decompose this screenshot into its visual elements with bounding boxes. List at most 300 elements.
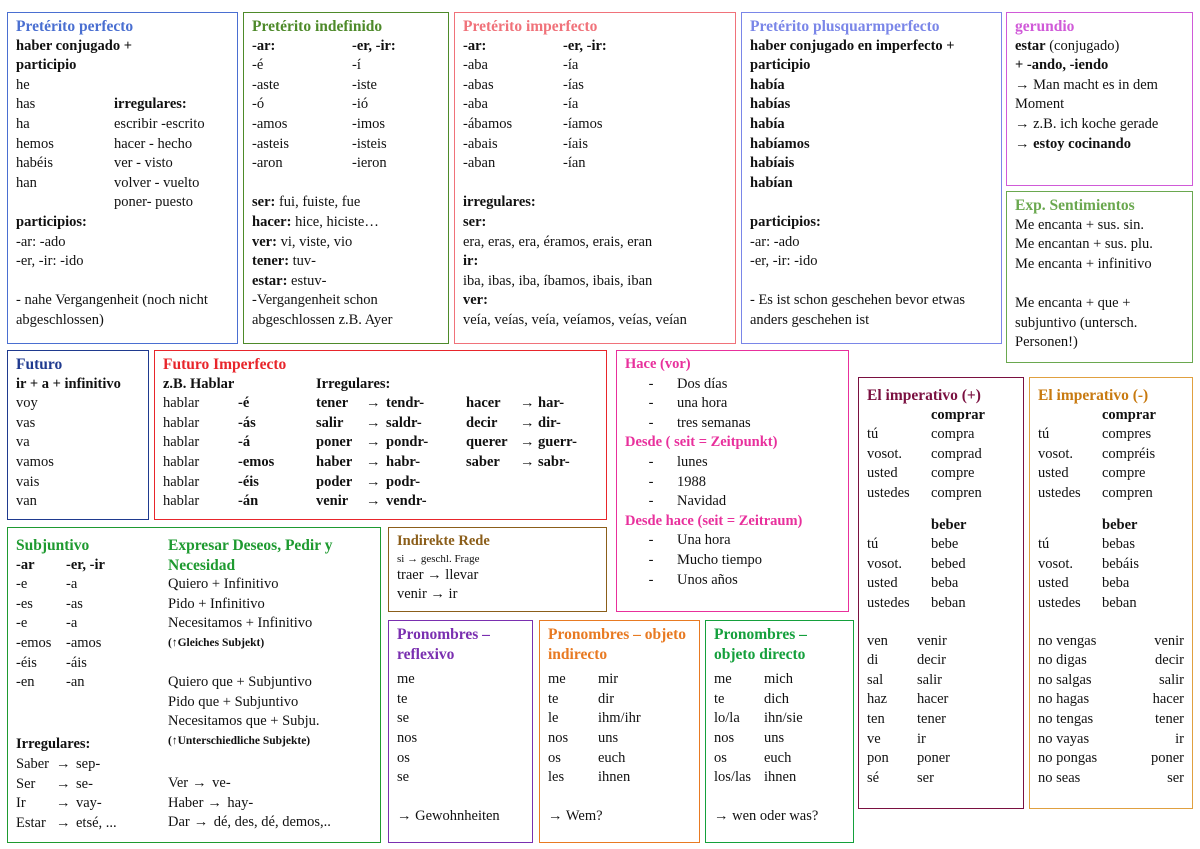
irr-key: ser: bbox=[252, 194, 276, 211]
perfecto-irregular: ver - visto bbox=[114, 155, 173, 172]
infinitive: poner bbox=[917, 750, 951, 767]
stem: hablar bbox=[163, 493, 200, 510]
form: bebáis bbox=[1102, 555, 1140, 572]
verb: Ver bbox=[168, 775, 189, 791]
futuro-imp-irr-title: Irregulares: bbox=[316, 375, 391, 392]
futuro-form: van bbox=[16, 493, 37, 510]
perfecto-irregular: hacer - hecho bbox=[114, 135, 193, 152]
irr-stem: har- bbox=[538, 395, 565, 412]
dash: - bbox=[648, 532, 654, 549]
imp-form: haz bbox=[867, 691, 888, 708]
conj-row bbox=[867, 555, 1015, 575]
imp-form: no vengas bbox=[1038, 632, 1097, 649]
desde-hace-title: Desde hace (seit = Zeitraum) bbox=[625, 512, 803, 529]
hace-item: tres semanas bbox=[677, 414, 751, 431]
directo-rows bbox=[714, 670, 845, 788]
imperfecto-ir: iba, ibas, iba, íbamos, ibais, iban bbox=[463, 272, 653, 289]
pronoun-row bbox=[548, 709, 691, 729]
imp-pos-table1 bbox=[867, 425, 1015, 503]
indefinido-ar: -amos bbox=[252, 115, 288, 132]
translation: ihnen bbox=[764, 769, 797, 786]
subj-er: -a bbox=[66, 576, 78, 593]
pronoun: les bbox=[548, 769, 565, 786]
futuro-imp-row bbox=[163, 394, 598, 414]
indirekte-line: traer → llevar bbox=[397, 566, 479, 583]
futuro-box bbox=[7, 350, 149, 520]
irr-verb: salir bbox=[316, 414, 344, 431]
infinitive: decir bbox=[1155, 652, 1184, 669]
subj-irr-row bbox=[168, 774, 331, 794]
stem: hablar bbox=[163, 473, 200, 490]
person: vosot. bbox=[867, 555, 903, 572]
subj-ar-header: -ar bbox=[16, 556, 35, 573]
subj-er: -as bbox=[66, 595, 83, 612]
gerundio-conjugado: (conjugado) bbox=[1045, 37, 1120, 54]
sentimientos-extra: Me encanta + que + subjuntivo (untersch. Personen!) bbox=[1015, 294, 1138, 351]
irr-val: hice, hiciste… bbox=[291, 213, 379, 230]
conj-row bbox=[867, 464, 1015, 484]
irr-row bbox=[867, 749, 1015, 769]
subj-irr-row bbox=[16, 755, 117, 775]
irr-key: tener: bbox=[252, 253, 290, 270]
infinitive: salir bbox=[917, 671, 942, 688]
arrow-icon: → bbox=[56, 756, 71, 772]
pronoun-row bbox=[548, 729, 691, 749]
conj-row bbox=[1038, 425, 1184, 445]
futuro-form: vas bbox=[16, 414, 36, 431]
subj-er: -áis bbox=[66, 654, 87, 671]
person: ustedes bbox=[867, 594, 910, 611]
irr-stem: podr- bbox=[386, 473, 421, 490]
infinitive: venir bbox=[917, 632, 947, 649]
person: tú bbox=[1038, 536, 1050, 553]
perfecto-form: hemos bbox=[16, 135, 54, 152]
hace-item: una hora bbox=[677, 395, 728, 412]
translation: euch bbox=[764, 749, 792, 766]
imperfecto-ser-label: ser: bbox=[463, 213, 487, 230]
desde-item: Navidad bbox=[677, 493, 727, 510]
irr-verb: poder bbox=[316, 473, 353, 490]
stem: dé, des, dé, demos,.. bbox=[213, 814, 331, 831]
verb: Dar bbox=[168, 814, 190, 831]
plusquam-participio: -er, -ir: -ido bbox=[750, 253, 818, 270]
imp-neg-table2 bbox=[1038, 535, 1184, 613]
conj-row bbox=[867, 445, 1015, 465]
form: compres bbox=[1102, 426, 1152, 443]
imp-neg-verb2: beber bbox=[1102, 516, 1138, 533]
pronoun-row bbox=[714, 749, 845, 769]
imperfecto-er: -íamos bbox=[563, 115, 603, 132]
arrow-icon: → bbox=[366, 453, 381, 470]
futuro-imp-rows bbox=[163, 394, 598, 512]
indefinido-er: -isteis bbox=[352, 135, 387, 152]
pronoun-row bbox=[548, 768, 691, 788]
perfecto-subtitle: haber conjugado + participio bbox=[16, 37, 132, 74]
futuro-title: Futuro bbox=[16, 356, 63, 373]
reflexivo-item: os bbox=[397, 749, 410, 766]
stem: hablar bbox=[163, 453, 200, 470]
person: ustedes bbox=[1038, 594, 1081, 611]
form: compre bbox=[1102, 465, 1146, 482]
perfecto-form: habéis bbox=[16, 155, 54, 172]
deseos-line: Pido + Infinitivo bbox=[168, 595, 265, 612]
verb: Ir bbox=[16, 795, 26, 812]
imp-form: sal bbox=[867, 671, 884, 688]
subj-irr-row bbox=[168, 813, 331, 833]
arrow-icon: → bbox=[366, 493, 381, 510]
arrow-icon: → bbox=[366, 473, 381, 490]
pronoun-row bbox=[714, 690, 845, 710]
irr-row bbox=[867, 651, 1015, 671]
indirekte-title: Indirekte Rede bbox=[397, 533, 490, 549]
ending: -ás bbox=[238, 414, 256, 431]
irr-verb bbox=[466, 473, 520, 493]
imp-form: no vayas bbox=[1038, 730, 1090, 747]
plusquam-form: había bbox=[750, 115, 785, 132]
hace-box bbox=[616, 350, 849, 612]
person: ustedes bbox=[867, 484, 910, 501]
imp-form: ven bbox=[867, 632, 888, 649]
futuro-imp-row bbox=[163, 473, 598, 493]
form: compra bbox=[931, 426, 975, 443]
pronoun: me bbox=[548, 671, 566, 688]
indefinido-ar: -é bbox=[252, 57, 264, 74]
indefinido-ar: -aron bbox=[252, 155, 283, 172]
subjuntivo-title: Subjuntivo bbox=[16, 537, 90, 554]
conj-row bbox=[1038, 594, 1184, 614]
translation: uns bbox=[764, 729, 785, 746]
irr-row bbox=[867, 671, 1015, 691]
irr-val: tuv- bbox=[289, 253, 317, 270]
ending: -án bbox=[238, 493, 259, 510]
verb: Ser bbox=[16, 775, 36, 792]
imp-form: pon bbox=[867, 750, 889, 767]
gerundio-result: → estoy cocinando bbox=[1015, 135, 1131, 152]
irr-row bbox=[1038, 651, 1184, 671]
form: compre bbox=[931, 465, 975, 482]
futuro-subtitle: ir + a + infinitivo bbox=[16, 375, 121, 392]
pronoun-row bbox=[714, 709, 845, 729]
perfecto-irregular: poner- puesto bbox=[114, 194, 194, 211]
indefinido-irregular bbox=[252, 213, 440, 233]
person: vosot. bbox=[1038, 555, 1074, 572]
arrow-icon: → bbox=[56, 795, 71, 812]
imperfecto-title: Pretérito imperfecto bbox=[463, 18, 598, 35]
imp-neg-box bbox=[1029, 377, 1193, 809]
indefinido-ar-header: -ar: bbox=[252, 37, 276, 54]
irr-verb: poner bbox=[316, 434, 353, 451]
desde-hace-item: Una hora bbox=[677, 532, 731, 549]
indefinido-irregular bbox=[252, 252, 440, 272]
ending: -á bbox=[238, 434, 251, 451]
imp-form: no hagas bbox=[1038, 691, 1090, 708]
stem: se- bbox=[76, 775, 93, 792]
dash: - bbox=[648, 453, 654, 470]
imp-neg-verb1: comprar bbox=[1102, 406, 1156, 423]
arrow-icon: → bbox=[366, 414, 381, 431]
subj-er-header: -er, -ir bbox=[66, 556, 105, 573]
imperfecto-ar: -aba bbox=[463, 96, 488, 113]
imp-form: no tengas bbox=[1038, 710, 1094, 727]
dash: - bbox=[648, 473, 654, 490]
form: compren bbox=[931, 484, 982, 501]
reflexivo-title: Pronombres – reflexivo bbox=[397, 626, 490, 663]
plusquam-form: había bbox=[750, 76, 785, 93]
conj-row bbox=[867, 484, 1015, 504]
perfecto-forms bbox=[16, 76, 229, 213]
irr-verb: decir bbox=[466, 414, 498, 431]
arrow-icon: → bbox=[520, 414, 535, 431]
subj-ar: -emos bbox=[16, 634, 52, 651]
desde-title: Desde ( seit = Zeitpunkt) bbox=[625, 434, 778, 451]
perfecto-box bbox=[7, 12, 238, 344]
pronoun: nos bbox=[714, 729, 735, 746]
irr-row bbox=[867, 690, 1015, 710]
translation: euch bbox=[598, 749, 626, 766]
indefinido-er: -í bbox=[352, 57, 361, 74]
imp-pos-table2 bbox=[867, 535, 1015, 613]
futuro-imp-example: z.B. Hablar bbox=[163, 375, 235, 392]
subj-irr-title: Irregulares: bbox=[16, 736, 91, 752]
sentimientos-title: Exp. Sentimientos bbox=[1015, 197, 1135, 214]
irr-row bbox=[1038, 690, 1184, 710]
deseos-title: Expresar Deseos, Pedir y Necesidad bbox=[168, 537, 333, 574]
irr-verb: haber bbox=[316, 453, 353, 470]
person: usted bbox=[1038, 465, 1069, 482]
stem: etsé, ... bbox=[76, 814, 117, 831]
person: usted bbox=[867, 575, 898, 592]
form: beban bbox=[1102, 594, 1137, 611]
pronoun: le bbox=[548, 710, 559, 727]
perfecto-irregular-title: irregulares: bbox=[114, 96, 187, 113]
infinitive: ir bbox=[1175, 730, 1184, 747]
reflexivo-box bbox=[388, 620, 533, 843]
sentimientos-line: Me encantan + sus. plu. bbox=[1015, 236, 1153, 253]
imp-form: di bbox=[867, 652, 879, 669]
perfecto-participio: -er, -ir: -ido bbox=[16, 253, 84, 270]
pronoun-row bbox=[714, 768, 845, 788]
futuro-imp-row bbox=[163, 453, 598, 473]
infinitive: salir bbox=[1159, 671, 1184, 688]
gerundio-box bbox=[1006, 12, 1193, 186]
infinitive: hacer bbox=[917, 691, 949, 708]
irr-row bbox=[1038, 671, 1184, 691]
imperfecto-er: -ías bbox=[563, 76, 584, 93]
arrow-icon: → bbox=[520, 395, 535, 412]
plusquam-form: habían bbox=[750, 174, 793, 191]
infinitive: ir bbox=[917, 730, 926, 747]
imperfecto-ar: -abais bbox=[463, 135, 498, 152]
verb: Haber bbox=[168, 794, 204, 811]
deseos-line: Necesitamos que + Subju. bbox=[168, 713, 320, 730]
pronoun: nos bbox=[548, 729, 569, 746]
infinitive: hacer bbox=[1152, 691, 1184, 708]
stem: hablar bbox=[163, 434, 200, 451]
conj-row bbox=[1038, 445, 1184, 465]
translation: ihm/ihr bbox=[598, 710, 641, 727]
reflexivo-item: nos bbox=[397, 729, 418, 746]
gerundio-title: gerundio bbox=[1015, 18, 1075, 35]
pronoun-row bbox=[548, 670, 691, 690]
subj-ar: -es bbox=[16, 595, 33, 612]
indefinido-er: -imos bbox=[352, 115, 386, 132]
reflexivo-footer: → Gewohnheiten bbox=[397, 808, 500, 825]
reflexivo-item: te bbox=[397, 690, 408, 707]
ending: -é bbox=[238, 395, 250, 412]
deseos-line: Necesitamos + Infinitivo bbox=[168, 615, 313, 632]
arrow-icon: → bbox=[366, 434, 381, 451]
perfecto-participio: -ar: -ado bbox=[16, 233, 66, 250]
irr-row bbox=[1038, 749, 1184, 769]
reflexivo-item: se bbox=[397, 769, 410, 786]
imperfecto-er-header: -er, -ir: bbox=[563, 37, 607, 54]
infinitive: ser bbox=[1167, 769, 1184, 786]
person: vosot. bbox=[1038, 445, 1074, 462]
perfecto-form: has bbox=[16, 96, 36, 113]
pronoun: lo/la bbox=[714, 710, 740, 727]
arrow-icon: → bbox=[366, 395, 381, 412]
arrow-icon: → bbox=[207, 794, 222, 811]
perfecto-irregular: escribir -escrito bbox=[114, 115, 205, 132]
subj-irr-row bbox=[16, 794, 117, 814]
subj-ar: -e bbox=[16, 576, 28, 593]
irr-val: fui, fuiste, fue bbox=[275, 194, 361, 211]
imperfecto-ver: veía, veías, veía, veíamos, veías, veían bbox=[463, 311, 687, 328]
futuro-form: voy bbox=[16, 395, 38, 412]
plusquam-form: habías bbox=[750, 96, 791, 113]
irr-verb: saber bbox=[466, 453, 500, 470]
imp-pos-verb1: comprar bbox=[931, 406, 985, 423]
translation: mich bbox=[764, 671, 793, 688]
indirekte-small: si → geschl. Frage bbox=[397, 552, 480, 565]
plusquam-title: Pretérito plusquarmperfecto bbox=[750, 18, 940, 35]
imperfecto-er: -íais bbox=[563, 135, 588, 152]
indefinido-ar: -asteis bbox=[252, 135, 290, 152]
irr-stem: vendr- bbox=[386, 493, 427, 510]
imperfecto-ar: -aba bbox=[463, 57, 488, 74]
subj-irr-left bbox=[16, 755, 117, 833]
dash: - bbox=[648, 551, 654, 568]
pronoun-row bbox=[714, 729, 845, 749]
arrow-icon: → bbox=[56, 775, 71, 792]
perfecto-form: ha bbox=[16, 115, 30, 132]
imp-pos-title: El imperativo (+) bbox=[867, 387, 981, 404]
subj-er: -a bbox=[66, 615, 78, 632]
hace-item: Dos días bbox=[677, 375, 728, 392]
perfecto-form: he bbox=[16, 76, 30, 93]
imp-form: no seas bbox=[1038, 769, 1081, 786]
gerundio-estar: estar bbox=[1015, 37, 1046, 54]
imp-form: ve bbox=[867, 730, 881, 747]
imp-pos-box bbox=[858, 377, 1024, 809]
verb: Estar bbox=[16, 814, 46, 831]
subj-ar: -éis bbox=[16, 654, 37, 671]
conj-row bbox=[1038, 535, 1184, 555]
translation: dir bbox=[598, 690, 615, 707]
irr-stem: guerr- bbox=[538, 434, 577, 451]
imperfecto-er: -ían bbox=[563, 155, 586, 172]
futuro-imp-box bbox=[154, 350, 607, 520]
subj-er: -amos bbox=[66, 634, 102, 651]
irr-row bbox=[867, 730, 1015, 750]
irr-row bbox=[867, 632, 1015, 652]
dash: - bbox=[648, 571, 654, 588]
irr-key: hacer: bbox=[252, 213, 292, 230]
irr-stem: sabr- bbox=[538, 453, 570, 470]
plusquam-box bbox=[741, 12, 1002, 344]
desde-item: 1988 bbox=[677, 473, 706, 490]
stem: ve- bbox=[212, 775, 231, 791]
conj-row bbox=[867, 574, 1015, 594]
translation: ihn/sie bbox=[764, 710, 803, 727]
irr-verb: hacer bbox=[466, 395, 501, 412]
irr-verb: venir bbox=[316, 493, 349, 510]
irr-row bbox=[867, 710, 1015, 730]
plusquam-subtitle: haber conjugado en imperfecto + participio bbox=[750, 37, 955, 74]
indefinido-note: -Vergangenheit schon abgeschlossen z.B. Ayer bbox=[252, 292, 393, 328]
imperfecto-irregular-title: irregulares: bbox=[463, 194, 536, 211]
pronoun: os bbox=[714, 749, 727, 766]
arrow-icon: → bbox=[192, 775, 207, 791]
person: tú bbox=[1038, 426, 1050, 443]
gerundio-example: → z.B. ich koche gerade bbox=[1015, 115, 1159, 132]
form: bebed bbox=[931, 555, 966, 572]
subj-irr-row bbox=[16, 775, 117, 795]
arrow-icon: → bbox=[520, 434, 535, 451]
form: compren bbox=[1102, 484, 1153, 501]
futuro-form: vais bbox=[16, 473, 40, 490]
sentimientos-line: Me encanta + sus. sin. bbox=[1015, 216, 1144, 233]
form: beban bbox=[931, 594, 966, 611]
person: tú bbox=[867, 536, 879, 553]
conj-row bbox=[1038, 574, 1184, 594]
subj-ar: -e bbox=[16, 615, 28, 632]
infinitive: venir bbox=[1154, 632, 1184, 649]
indefinido-irregular bbox=[252, 272, 440, 292]
infinitive: tener bbox=[917, 710, 946, 727]
imperfecto-ar: -ábamos bbox=[463, 115, 513, 132]
futuro-form: va bbox=[16, 434, 30, 451]
dash: - bbox=[648, 414, 654, 431]
hace-title: Hace (vor) bbox=[625, 356, 691, 372]
perfecto-irregular: volver - vuelto bbox=[114, 174, 200, 191]
sentimientos-box bbox=[1006, 191, 1193, 363]
infinitive: ser bbox=[917, 769, 934, 786]
imp-neg-irregulars bbox=[1038, 632, 1184, 789]
subj-irr-row bbox=[168, 794, 331, 814]
indirecto-rows bbox=[548, 670, 691, 788]
irr-stem: pondr- bbox=[386, 434, 429, 451]
irr-row bbox=[1038, 632, 1184, 652]
form: bebe bbox=[931, 536, 959, 553]
irr-key: ver: bbox=[252, 233, 277, 250]
imp-neg-title: El imperativo (-) bbox=[1038, 387, 1149, 404]
imperfecto-er: -ía bbox=[563, 57, 579, 74]
indirekte-line: venir → ir bbox=[397, 586, 458, 603]
stem: hay- bbox=[227, 794, 254, 811]
futuro-form: vamos bbox=[16, 453, 54, 470]
pronoun-row bbox=[548, 749, 691, 769]
dash: - bbox=[648, 375, 654, 392]
conj-row bbox=[867, 535, 1015, 555]
indirecto-box bbox=[539, 620, 700, 843]
imperfecto-ar: -abas bbox=[463, 76, 494, 93]
perfecto-participios-title: participios: bbox=[16, 213, 87, 230]
infinitive: tener bbox=[1155, 710, 1184, 727]
dash: - bbox=[648, 395, 654, 412]
conj-row bbox=[1038, 555, 1184, 575]
futuro-imp-row bbox=[163, 492, 598, 512]
